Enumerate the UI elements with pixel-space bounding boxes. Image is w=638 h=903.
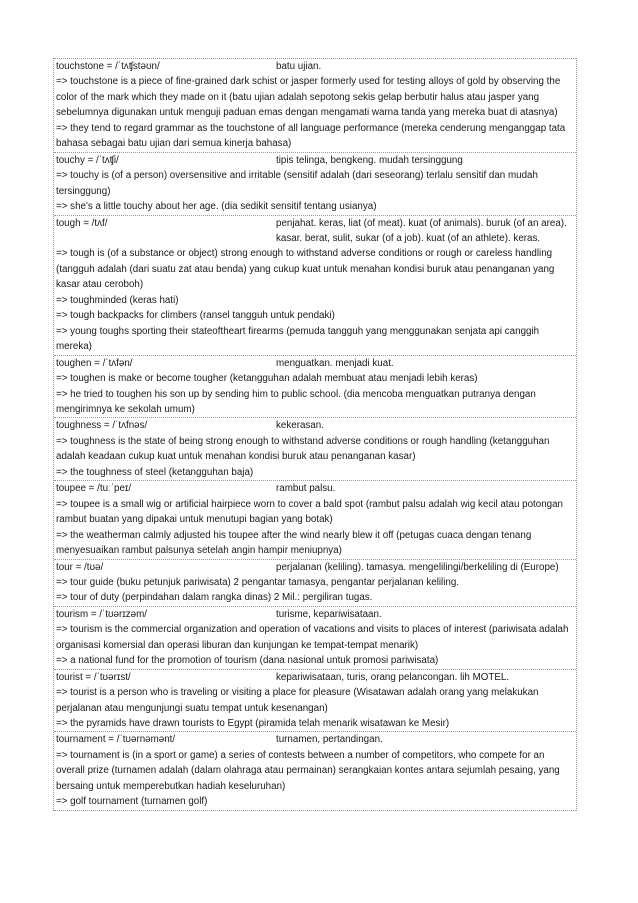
entry-example-line: => the pyramids have drawn tourists to Egypt (piramida telah menarik wisatawan ke Mesir)	[56, 718, 450, 730]
entry-example-line: => tough backpacks for climbers (ransel tangguh untuk pendaki)	[56, 310, 335, 322]
entry-headword-row	[56, 59, 576, 74]
dictionary-entry	[54, 355, 576, 418]
entry-gloss: turisme, kepariwisataan.	[276, 608, 382, 620]
dictionary-entry	[54, 559, 576, 606]
entry-example-line: => golf tournament (turnamen golf)	[56, 796, 208, 808]
entry-headword-row	[56, 732, 576, 747]
entry-example-line: => touchy is (of a person) oversensitive and irritable (sensitif adalah (dari seseorang) terlalu sensitif dan mudah tersinggung)	[56, 170, 538, 197]
entry-term: tournament = /ˈtʊərnəmənt/	[56, 734, 176, 746]
entry-term: toupee = /tuːˈpeɪ/	[56, 483, 132, 495]
dictionary-entry	[54, 606, 576, 669]
dictionary-entry	[54, 58, 576, 152]
entry-gloss: batu ujian.	[276, 61, 322, 72]
entry-gloss: kekerasan.	[276, 420, 324, 432]
entry-headword-row	[56, 560, 576, 575]
entry-example-line: => toughen is make or become tougher (ketangguhan adalah membuat atau menjadi lebih keras)	[56, 373, 478, 385]
entry-example-line: => tough is (of a substance or object) strong enough to withstand adverse conditions or rough or careless handling (tangguh adalah (dari suatu zat atau benda) yang cukup kuat untuk menahan kondisi buruk atau penanganan yang kasar atau ceroboh)	[56, 248, 555, 291]
entry-term: tourist = /ˈtʊərɪst/	[56, 671, 131, 683]
dictionary-entry	[54, 215, 576, 355]
entry-example-line: => tour guide (buku petunjuk pariwisata) 2 pengantar tamasya, pengantar perjalanan keliling.	[56, 576, 460, 588]
entry-example-line: => tour of duty (perpindahan dalam rangka dinas) 2 Mil.: pergiliran tugas.	[56, 592, 373, 604]
entry-term: toughen = /ˈtʌfən/	[56, 357, 133, 369]
entry-headword-row	[56, 216, 576, 247]
entry-headword-row	[56, 607, 576, 622]
entry-example-line: => the weatherman calmly adjusted his toupee after the wind nearly blew it off (petugas cuaca dengan tenang menyesuaikan rambut palsunya setelah angin hampir meniupnya)	[56, 529, 532, 557]
entry-term: tough = /tʌf/	[56, 217, 108, 229]
entry-example-line: => toughness is the state of being strong enough to withstand adverse conditions or rough handling (ketangguhan adalah keadaan cukup kuat untuk menahan kondisi buruk atau penanganan kasar)	[56, 435, 550, 463]
entry-headword-row	[56, 481, 576, 496]
entry-term: touchstone = /ˈtʌʧstəʊn/	[56, 61, 160, 72]
entry-example-line: => they tend to regard grammar as the touchstone of all language performance (mereka cenderung menganggap tata bahasa sebagai batu ujian dari semua kinerja bahasa)	[56, 122, 566, 150]
entry-gloss: kepariwisataan, turis, orang pelancongan. lih MOTEL.	[276, 671, 510, 683]
dictionary-entry	[54, 480, 576, 558]
entry-example-line: => touchstone is a piece of fine-grained dark schist or jasper formerly used for testing alloys of gold by observing the color of the mark which they made on it (batu ujian adalah sepotong sekis gelap berbutir halus atau jasper yang sebelumnya digunakan untuk menguji paduan emas dengan mengamati warna tanda yang mereka buat di atasnya)	[56, 76, 561, 119]
entry-example-line: => the toughness of steel (ketangguhan baja)	[56, 466, 254, 478]
entry-term: tourism = /ˈtʊərɪzəm/	[56, 608, 147, 620]
entry-gloss: turnamen, pertandingan.	[276, 734, 383, 746]
entry-example-line: => tourism is the commercial organization and operation of vacations and visits to places of interest (pariwisata adalah organisasi komersial dan operasi liburan dan kunjungan ke tempat-tempat menarik)	[56, 624, 569, 651]
dictionary-entry	[54, 417, 576, 480]
entry-headword-row	[56, 418, 576, 433]
entry-gloss: tipis telinga, bengkeng. mudah tersinggung	[276, 154, 463, 166]
entry-example-line: => toughminded (keras hati)	[56, 294, 179, 306]
entry-term: tour = /tʊə/	[56, 561, 104, 573]
entry-gloss: menguatkan. menjadi kuat.	[276, 357, 394, 369]
entry-example-line: => young toughs sporting their stateoftheart firearms (pemuda tangguh yang menggunakan senjata api canggih mereka)	[56, 325, 540, 353]
entry-headword-row	[56, 153, 576, 168]
entry-gloss: perjalanan (keliling). tamasya. mengelilingi/berkeliling di (Europe)	[276, 561, 559, 573]
entry-term: toughness = /ˈtʌfnəs/	[56, 420, 148, 432]
entry-term: touchy = /ˈtʌʧi/	[56, 154, 119, 166]
dictionary-entry	[54, 731, 576, 810]
entry-example-line: => he tried to toughen his son up by sending him to public school. (dia mencoba menguatkan putranya dengan mengirimnya ke sekolah umum)	[56, 388, 536, 415]
entry-example-line: => toupee is a small wig or artificial hairpiece worn to cover a bald spot (rambut palsu adalah wig kecil atau potongan rambut buatan yang dipakai untuk menutupi bagian yang botak)	[56, 498, 563, 526]
entry-headword-row	[56, 356, 576, 371]
entry-headword-row	[56, 670, 576, 685]
dictionary-document	[53, 58, 577, 811]
dictionary-entry	[54, 152, 576, 215]
entry-example-line: => tourist is a person who is traveling or visiting a place for pleasure (Wisatawan adalah orang yang melakukan perjalanan atau mengunjungi suatu tempat untuk kesenangan)	[56, 687, 539, 714]
entry-example-line: => she's a little touchy about her age. (dia sedikit sensitif tentang usianya)	[56, 201, 377, 213]
entry-example-line: => tournament is (in a sport or game) a series of contests between a number of competitors, who compete for an overall prize (turnamen adalah (dalam olahraga atau permainan) serangkaian kontes antara sejumlah pesaing, yang bersaing untuk memperebutkan hadiah keseluruhan)	[56, 749, 560, 792]
entry-list	[54, 58, 576, 811]
dictionary-entry	[54, 669, 576, 732]
entry-gloss: penjahat. keras, liat (of meat). kuat (of animals). buruk (of an area). kasar. berat, sulit, sukar (of a job). kuat (of an athlete). keras.	[276, 217, 567, 244]
entry-gloss: rambut palsu.	[276, 483, 336, 495]
entry-example-line: => a national fund for the promotion of tourism (dana nasional untuk promosi pariwisata)	[56, 655, 439, 667]
